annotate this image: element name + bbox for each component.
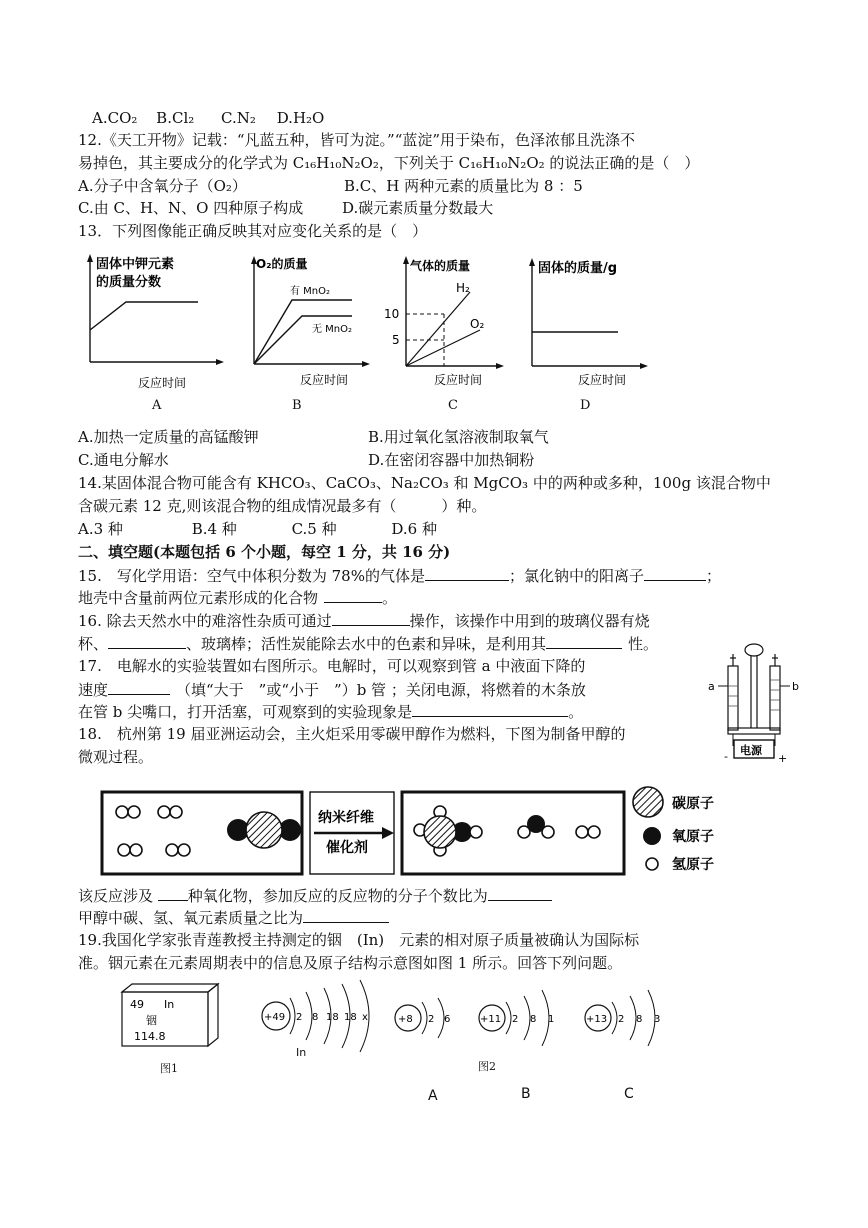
graph-a-letter: A: [152, 398, 162, 413]
q18-line2: 微观过程。: [78, 748, 154, 766]
graph-d: [520, 256, 650, 394]
graph-b-letter: B: [292, 398, 302, 413]
q14-option-d: D.6 种: [391, 520, 437, 538]
q13-option-c: C.通电分解水: [78, 451, 169, 469]
power-minus: -: [724, 750, 728, 763]
q15-text-3: ；: [705, 567, 721, 585]
q15-blank-3[interactable]: [324, 586, 382, 603]
graph-b-ylabel: O₂的质量: [256, 257, 308, 271]
graph-b-xlabel: 反应时间: [300, 373, 349, 387]
atom-c-shell-2: 8: [636, 1014, 643, 1025]
graph-a-ylabel1: 固体中钾元素: [96, 257, 175, 272]
q16-text-3: 杯、: [78, 635, 109, 653]
tube-a-label: a: [708, 680, 715, 693]
q16-line1: [78, 609, 650, 632]
graph-c-tick-10: 10: [384, 307, 400, 321]
atom-b-shell-2: 8: [530, 1014, 537, 1025]
graph-c: [380, 252, 505, 394]
q17-line2: [78, 678, 586, 701]
q15-line2: [78, 586, 397, 609]
atom-b-nucleus: +11: [480, 1014, 502, 1025]
q13-option-a: A.加热一定质量的高锰酸钾: [78, 428, 259, 446]
methanol-molecule: [414, 806, 482, 856]
graph-a-ylabel2: 的质量分数: [96, 275, 162, 290]
atom-diagram-c: [580, 988, 676, 1046]
q19-line2: 准。铟元素在元素周期表中的信息及原子结构示意图如图 1 所示。回答下列问题。: [78, 954, 623, 972]
q18-text-3: 甲醇中碳、氢、氧元素质量之比为: [78, 909, 304, 927]
graph-b-line1-label: 有 MnO₂: [290, 286, 331, 297]
atomic-number: 49: [130, 998, 144, 1011]
q16-text-1: 16. 除去天然水中的难溶性杂质可通过: [78, 612, 332, 630]
atom-in-shell-3: 18: [326, 1012, 339, 1023]
h2-molecules-left: [116, 806, 190, 856]
q18-blank-1[interactable]: [158, 884, 188, 901]
q17-blank-2[interactable]: [412, 700, 568, 717]
q16-line2: [78, 632, 658, 655]
q15-blank-2[interactable]: [644, 564, 706, 581]
electrolysis-apparatus: [706, 636, 802, 764]
q18-blank-3[interactable]: [303, 906, 389, 923]
q12-option-a: A.分子中含氧分子（O₂）: [78, 177, 247, 195]
q15-text-4: 地壳中含量前两位元素形成的化合物: [78, 589, 319, 607]
atom-in-shell-5: x: [362, 1012, 368, 1023]
section-2-heading: 二、填空题(本题包括 6 个小题，每空 1 分，共 16 分): [78, 543, 451, 561]
q12-line2: 易掉色，其主要成分的化学式为 C₁₆H₁₀N₂O₂，下列关于 C₁₆H₁₀N₂O₂ 的说法正确的是（ ）: [78, 154, 700, 172]
catalyst-label-1: 纳米纤维: [318, 810, 374, 826]
atom-b-shell-1: 2: [512, 1014, 519, 1025]
q11-option-b: B.Cl₂: [156, 109, 195, 127]
periodic-cell-indium: [114, 982, 220, 1048]
q15-line1: [78, 564, 721, 587]
graph-a-xlabel: 反应时间: [138, 376, 187, 390]
q18-text-2: 种氧化物，参加反应的反应物的分子个数比为: [187, 887, 488, 905]
atom-in-shell-2: 8: [312, 1012, 319, 1023]
atom-c-shell-1: 2: [618, 1014, 625, 1025]
q14-line1: 14.某固体混合物可能含有 KHCO₃、CaCO₃、Na₂CO₃ 和 MgCO₃ 中的两种或多种，100g 该混合物中: [78, 474, 771, 492]
atom-a-shell-1: 2: [428, 1014, 435, 1025]
h2-molecule-right: [576, 826, 600, 838]
q14-option-a: A.3 种: [78, 520, 123, 538]
q15-text-1: 15. 写化学用语：空气中体积分数为 78%的气体是: [78, 567, 425, 585]
atom-diagram-a: [390, 992, 470, 1046]
q15-blank-1[interactable]: [425, 564, 509, 581]
q13-option-b: B.用过氧化氢溶液制取氧气: [368, 428, 549, 446]
catalyst-label-2: 催化剂: [326, 840, 368, 856]
q19-line1: 19.我国化学家张青莲教授主持测定的铟 (In) 元素的相对原子质量被确认为国际标: [78, 931, 640, 949]
q18-line4: [78, 906, 389, 929]
q17-blank-1[interactable]: [108, 678, 170, 695]
graph-c-ylabel: 气体的质量: [410, 259, 471, 273]
q17-text-3: 在管 b 尖嘴口，打开活塞，可观察到的实验现象是: [78, 703, 413, 721]
q16-blank-1[interactable]: [332, 609, 410, 626]
q18-line3: [78, 884, 552, 907]
power-plus: +: [778, 752, 788, 764]
graph-d-xlabel: 反应时间: [578, 373, 627, 387]
q16-text-2: 操作，该操作中用到的玻璃仪器有烧: [409, 612, 650, 630]
q17-line3: [78, 700, 583, 723]
q15-text-5: 。: [382, 589, 398, 607]
q14-options: [78, 518, 437, 540]
atom-diagram-in: [256, 978, 384, 1060]
legend-oxygen: 氧原子: [672, 829, 714, 845]
element-name: 铟: [146, 1014, 157, 1027]
legend-hydrogen: 氢原子: [672, 857, 714, 873]
fig2-caption: 图2: [478, 1060, 496, 1073]
q18-text-1: 该反应涉及: [78, 887, 158, 905]
atomic-mass: 114.8: [134, 1030, 166, 1043]
graph-c-tick-5: 5: [392, 333, 400, 347]
atom-in-shell-1: 2: [296, 1012, 303, 1023]
legend: [633, 787, 714, 873]
graph-c-letter: C: [448, 398, 458, 413]
q16-blank-3[interactable]: [546, 632, 622, 649]
q11-option-d: D.H₂O: [276, 109, 325, 127]
q12-option-b: B.C、H 两种元素的质量比为 8 ：5: [344, 177, 583, 195]
fig1-caption: 图1: [160, 1062, 178, 1075]
q13-option-d: D.在密闭容器中加热铜粉: [368, 451, 535, 469]
atom-in-nucleus: +49: [264, 1012, 286, 1023]
atom-letter-b: B: [521, 1086, 531, 1102]
q11-option-c: C.N₂: [221, 109, 256, 127]
q17-line1: 17. 电解水的实验装置如右图所示。电解时，可以观察到管 a 中液面下降的: [78, 657, 586, 675]
q11-options: [92, 107, 324, 129]
legend-carbon: 碳原子: [672, 796, 714, 812]
tube-b-label: b: [792, 680, 799, 693]
q16-text-4: 、玻璃棒；活性炭能除去水中的色素和异味，是利用其: [186, 635, 547, 653]
q17-text-1: 速度: [78, 681, 109, 699]
q17-text-2: （填“大于 ”或“小于 ”）b 管 ；关闭电源，将燃着的木条放: [176, 681, 586, 699]
reaction-diagram: [96, 778, 746, 884]
q12-option-d: D.碳元素质量分数最大: [342, 199, 494, 217]
atom-letter-a: A: [428, 1088, 438, 1104]
graph-d-letter: D: [580, 398, 591, 413]
atom-a-nucleus: +8: [398, 1014, 413, 1025]
atom-a-shell-2: 6: [444, 1014, 451, 1025]
q13-stem: 13．下列图像能正确反映其对应变化关系的是（ ）: [78, 222, 428, 240]
atom-in-label: In: [296, 1046, 307, 1059]
q12-line1: 12.《天工开物》记载：“凡蓝五种，皆可为淀。”“蓝淀”用于染布，色泽浓郁且洗涤不: [78, 131, 636, 149]
q14-option-b: B.4 种: [191, 520, 237, 538]
atom-in-shell-4: 18: [344, 1012, 357, 1023]
q16-blank-2[interactable]: [108, 632, 186, 649]
co2-molecule: [227, 812, 301, 848]
q12-option-c: C.由 C、H、N、O 四种原子构成: [78, 199, 304, 217]
atom-diagram-b: [474, 988, 570, 1046]
graph-c-series-o2: O₂: [470, 317, 485, 331]
atom-c-shell-3: 3: [654, 1014, 661, 1025]
q16-text-5: 性。: [628, 635, 659, 653]
water-molecule: [518, 815, 554, 838]
graph-b-line2-label: 无 MnO₂: [312, 324, 353, 335]
atom-b-shell-3: 1: [548, 1014, 555, 1025]
graph-c-series-h2: H₂: [456, 281, 470, 295]
q14-option-c: C.5 种: [291, 520, 337, 538]
graph-d-ylabel: 固体的质量/g: [538, 261, 618, 276]
q18-blank-2[interactable]: [488, 884, 552, 901]
graph-c-xlabel: 反应时间: [434, 373, 483, 387]
graph-b: [242, 252, 372, 394]
q14-line2: 含碳元素 12 克,则该混合物的组成情况最多有（ ）种。: [78, 497, 487, 515]
q11-option-a: A.CO₂: [92, 109, 138, 127]
atom-letter-c: C: [624, 1086, 634, 1102]
element-symbol: In: [164, 998, 175, 1011]
graph-a: [78, 250, 228, 395]
q18-line1: 18. 杭州第 19 届亚洲运动会，主火炬采用零碳甲醇作为燃料，下图为制备甲醇的: [78, 725, 626, 743]
atom-c-nucleus: +13: [586, 1014, 608, 1025]
power-supply-label: 电源: [740, 744, 762, 757]
q15-text-2: ；氯化钠中的阳离子: [508, 567, 644, 585]
q17-text-4: 。: [568, 703, 584, 721]
